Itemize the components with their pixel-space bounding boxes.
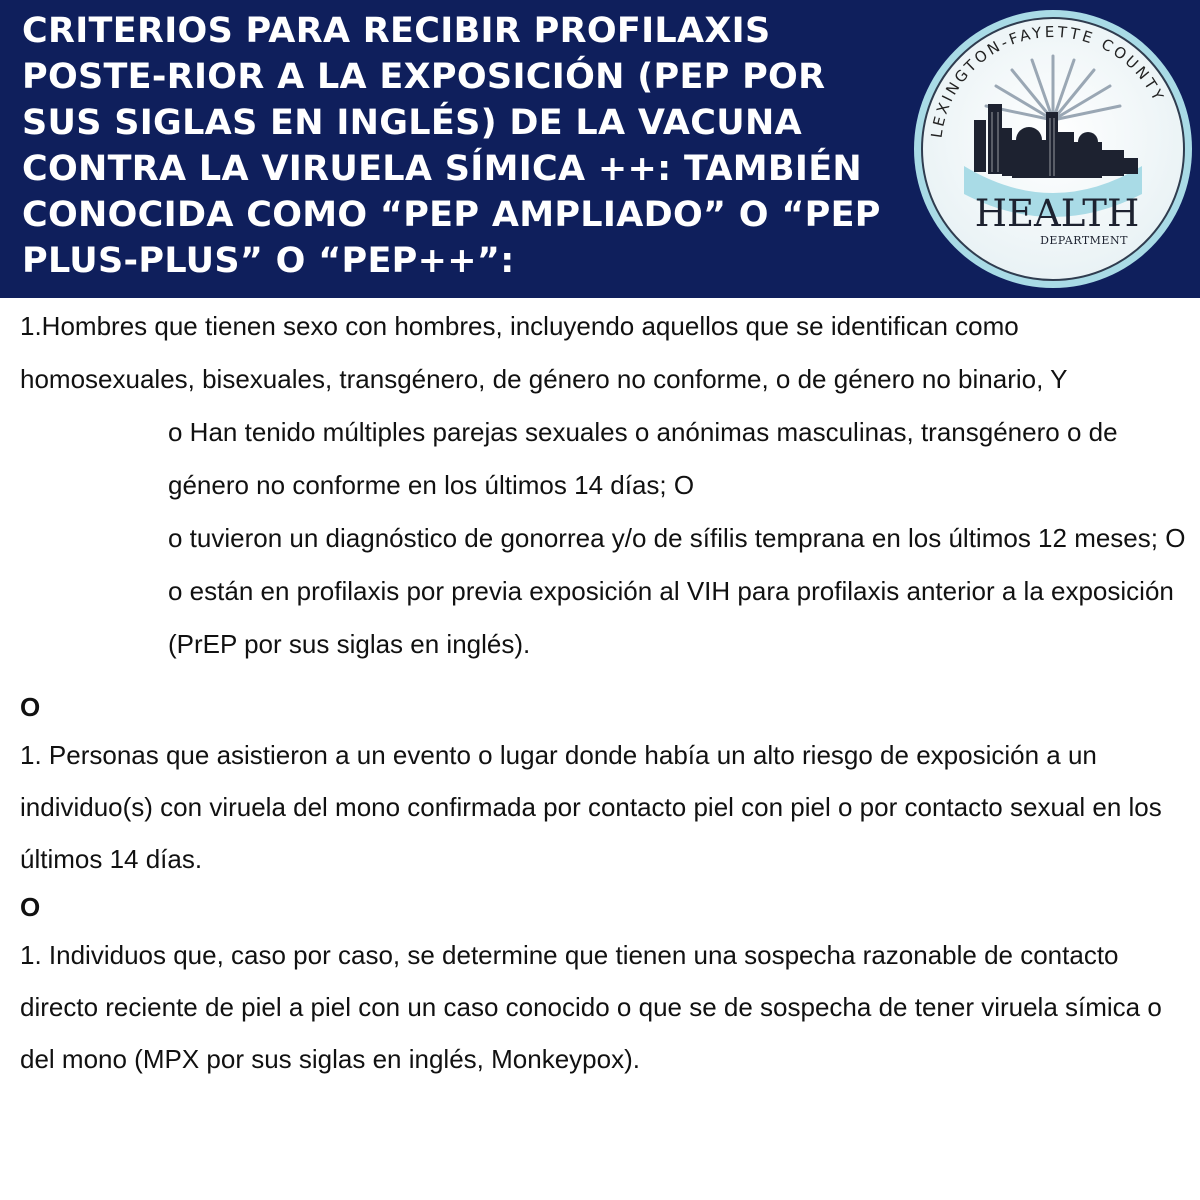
health-department-seal	[912, 8, 1194, 290]
criteria-body	[20, 300, 1190, 1085]
header-banner	[0, 0, 1200, 298]
criterion-item-2: 1. Personas que asistieron a un evento o lugar donde había un alto riesgo de exposición a un individuo(s) con viruela del mono confirmada por contacto piel con piel o por contacto sexual en los últimos 14 días.	[20, 740, 1162, 874]
criterion-sub-item: o tuvieron un diagnóstico de gonorrea y/o de sífilis temprana en los últimos 12 meses; O	[168, 523, 1186, 553]
criterion-item-3: 1. Individuos que, caso por caso, se determine que tienen una sospecha razonable de contacto directo reciente de piel a piel con un caso conocido o que se de sospecha de tener viruela símica o del mono (MPX por sus siglas en inglés, Monkeypox).	[20, 940, 1162, 1074]
or-connector: O	[20, 692, 41, 722]
criterion-sub-item: o están en profilaxis por previa exposición al VIH para profilaxis anterior a la exposición (PrEP por sus siglas en inglés).	[168, 576, 1174, 659]
criterion-item-1: 1.Hombres que tienen sexo con hombres, incluyendo aquellos que se identifican como homosexuales, bisexuales, transgénero, de género no conforme, o de género no binario, Y	[20, 311, 1068, 394]
seal-word: HEALTH	[974, 192, 1140, 235]
seal-ring-text: LEXINGTON-FAYETTE COUNTY	[927, 22, 1169, 140]
criterion-sub-item: o Han tenido múltiples parejas sexuales o anónimas masculinas, transgénero o de género no conforme en los últimos 14 días; O	[168, 417, 1118, 500]
or-connector: O	[20, 892, 41, 922]
page-title: CRITERIOS PARA RECIBIR PROFILAXIS POSTE-RIOR A LA EXPOSICIÓN (PEP POR SUS SIGLAS EN INGLÉS) DE LA VACUNA CONTRA LA VIRUELA SÍMICA ++: TAMBIÉN CONOCIDA COMO “PEP AMPLIADO” O “PEP PLUS-PLUS” O “PEP++”:	[22, 11, 881, 281]
seal-subtitle: DEPARTMENT	[1040, 234, 1128, 247]
